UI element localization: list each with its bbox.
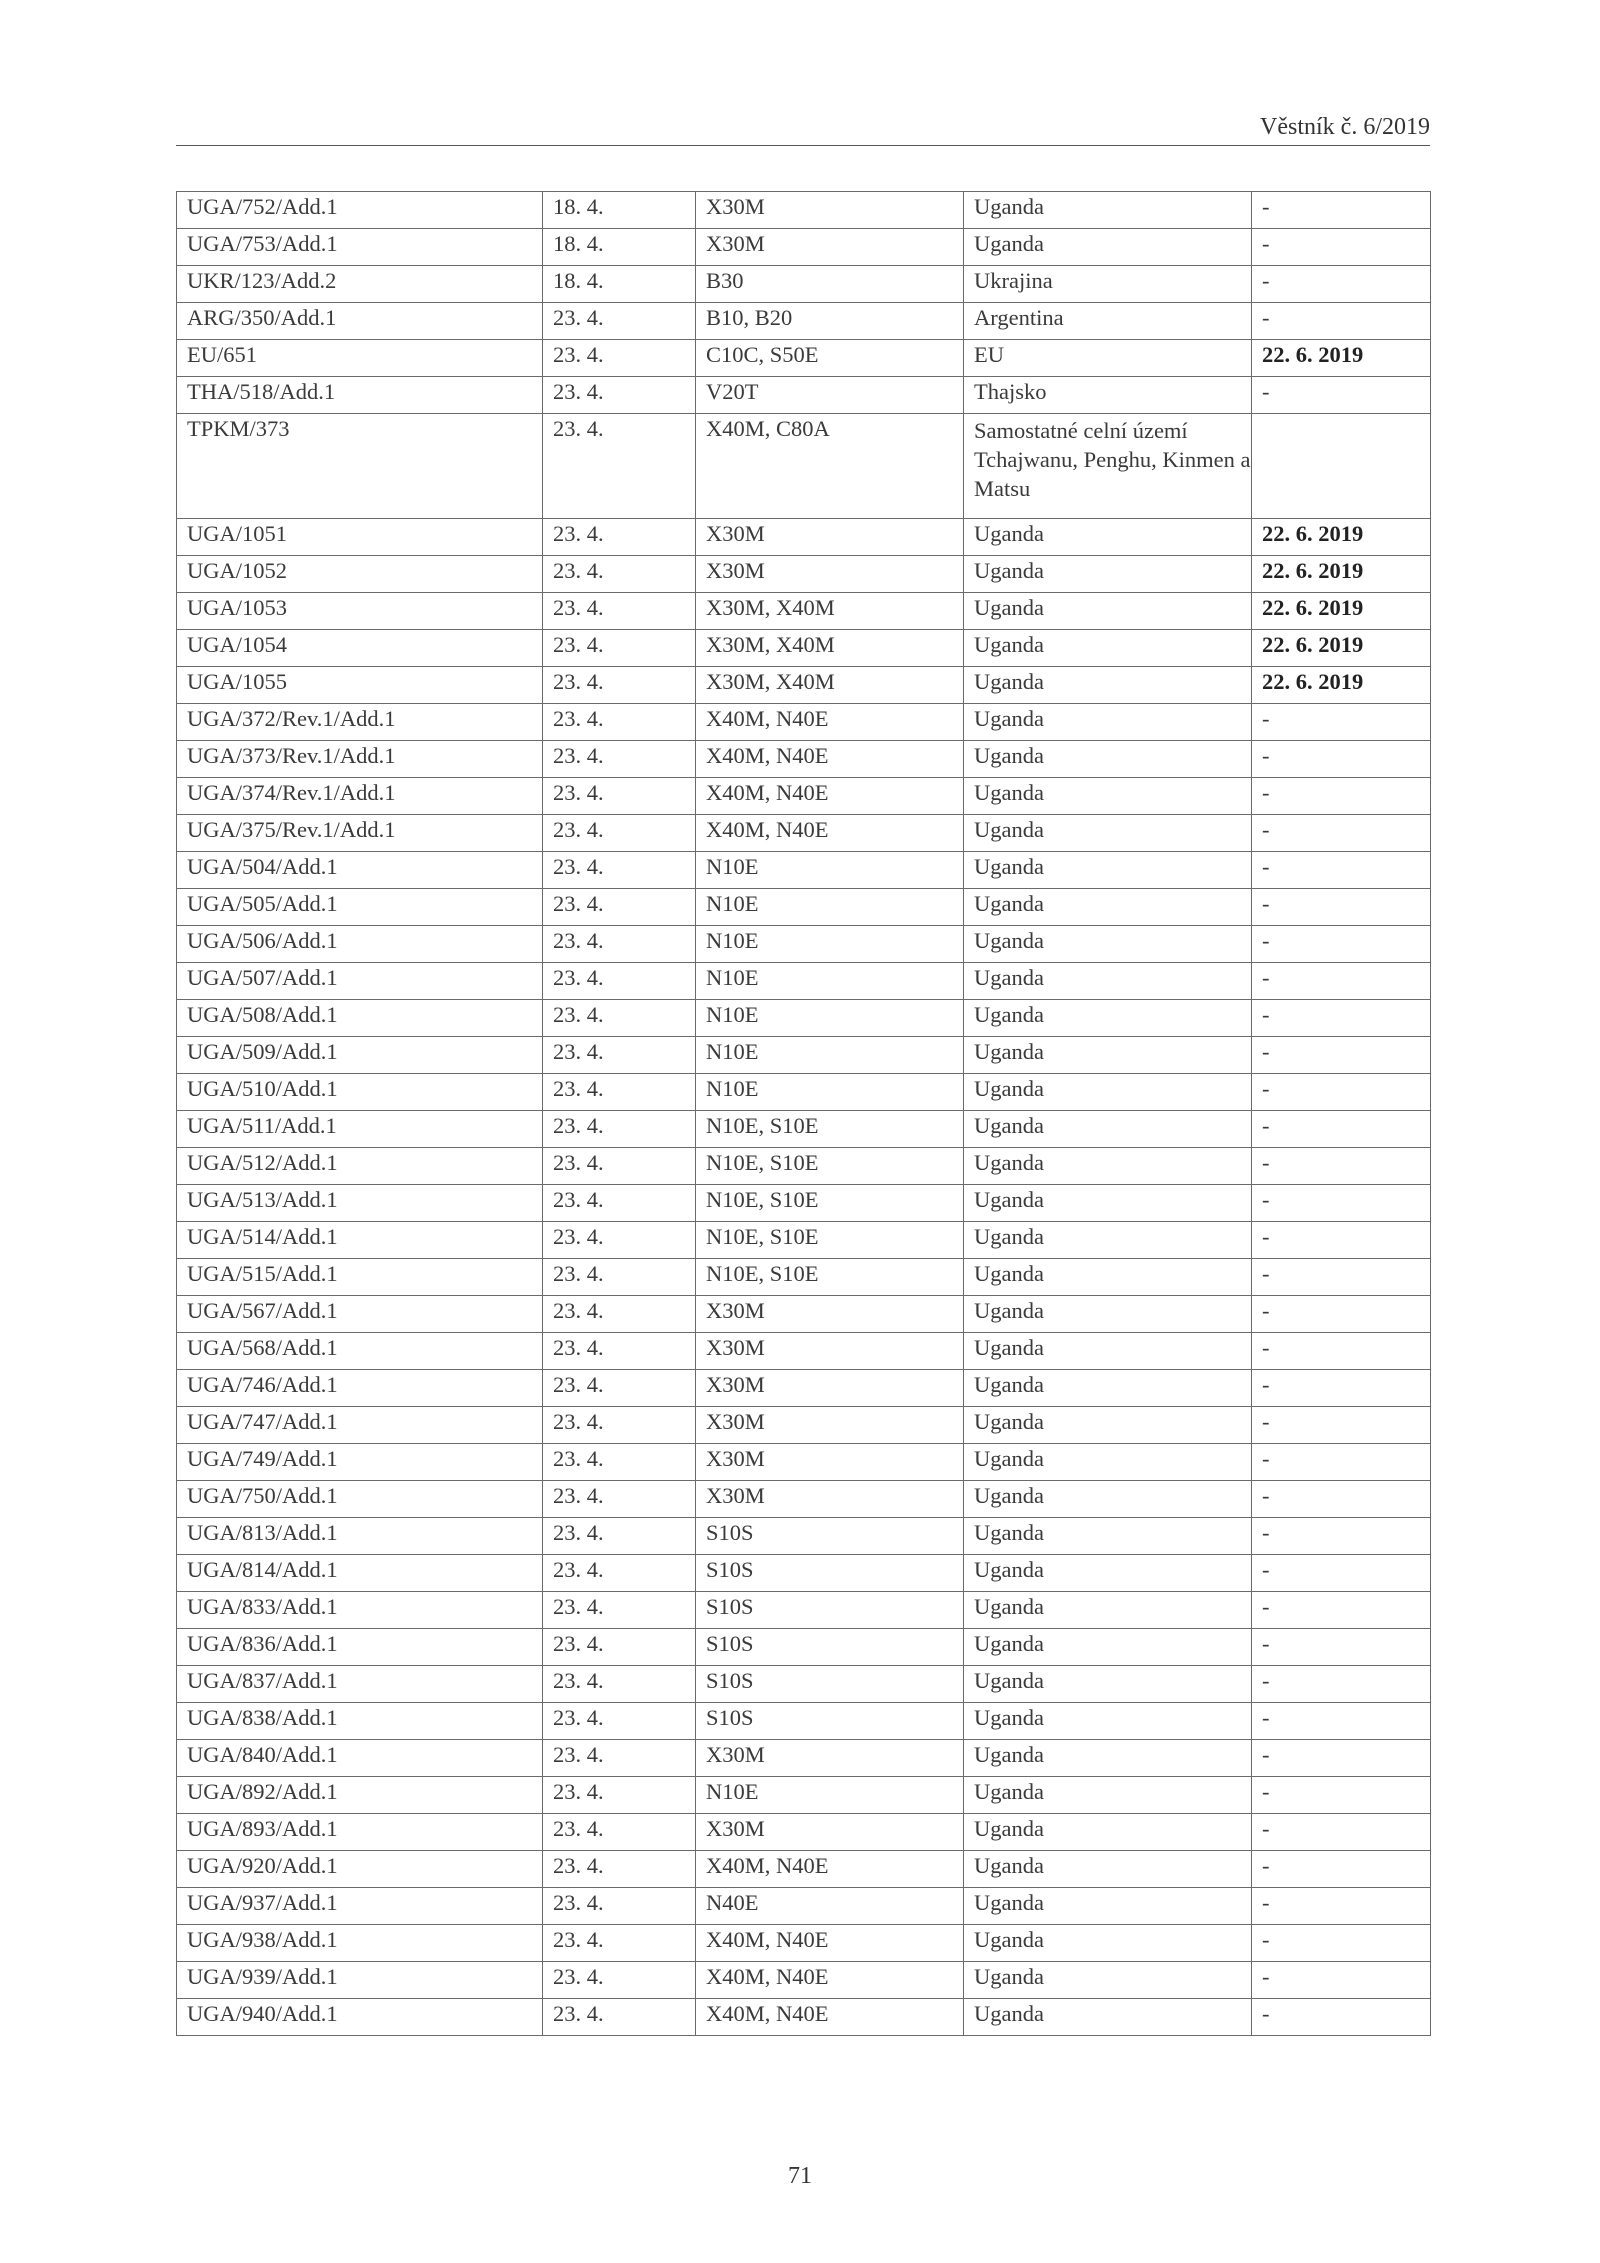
cell-deadline: - — [1252, 704, 1431, 741]
page-number: 71 — [788, 2163, 812, 2189]
cell-member: Uganda — [964, 630, 1252, 667]
cell-symbol: UGA/750/Add.1 — [177, 1481, 543, 1518]
cell-member: Uganda — [964, 852, 1252, 889]
cell-deadline: - — [1252, 1370, 1431, 1407]
cell-symbol: THA/518/Add.1 — [177, 377, 543, 414]
table-row — [177, 1259, 1431, 1296]
cell-deadline: - — [1252, 1518, 1431, 1555]
cell-symbol: UGA/813/Add.1 — [177, 1518, 543, 1555]
table-row — [177, 192, 1431, 229]
cell-codes: X40M, N40E — [696, 778, 964, 815]
table-row — [177, 667, 1431, 704]
cell-symbol: UGA/510/Add.1 — [177, 1074, 543, 1111]
cell-codes: N10E — [696, 1074, 964, 1111]
cell-symbol: UGA/939/Add.1 — [177, 1962, 543, 1999]
cell-date: 23. 4. — [543, 1148, 696, 1185]
cell-member: Uganda — [964, 1814, 1252, 1851]
cell-member: Uganda — [964, 1777, 1252, 1814]
cell-date: 23. 4. — [543, 1962, 696, 1999]
cell-codes: X30M — [696, 1740, 964, 1777]
table-row — [177, 229, 1431, 266]
cell-member: Uganda — [964, 963, 1252, 1000]
cell-member: Uganda — [964, 1518, 1252, 1555]
cell-member: Uganda — [964, 778, 1252, 815]
cell-date: 23. 4. — [543, 1555, 696, 1592]
table-row — [177, 1370, 1431, 1407]
cell-deadline: - — [1252, 1999, 1431, 2036]
table-row — [177, 1555, 1431, 1592]
table-row — [177, 1000, 1431, 1037]
cell-codes: X40M, N40E — [696, 1925, 964, 1962]
cell-symbol: UGA/937/Add.1 — [177, 1888, 543, 1925]
cell-deadline: - — [1252, 192, 1431, 229]
cell-codes: X30M — [696, 192, 964, 229]
cell-member: Samostatné celní území Tchajwanu, Penghu, Kinmen a Matsu — [964, 414, 1252, 519]
cell-member: Uganda — [964, 1259, 1252, 1296]
cell-symbol: UGA/509/Add.1 — [177, 1037, 543, 1074]
cell-date: 23. 4. — [543, 963, 696, 1000]
cell-date: 23. 4. — [543, 1925, 696, 1962]
cell-member: Uganda — [964, 1333, 1252, 1370]
table-row — [177, 1481, 1431, 1518]
cell-symbol: UGA/1052 — [177, 556, 543, 593]
table-row — [177, 741, 1431, 778]
cell-deadline: - — [1252, 741, 1431, 778]
cell-symbol: UGA/505/Add.1 — [177, 889, 543, 926]
cell-date: 23. 4. — [543, 340, 696, 377]
table-row — [177, 1888, 1431, 1925]
cell-deadline: - — [1252, 1407, 1431, 1444]
cell-date: 23. 4. — [543, 1740, 696, 1777]
cell-date: 18. 4. — [543, 229, 696, 266]
cell-codes: N10E — [696, 1777, 964, 1814]
cell-date: 23. 4. — [543, 1185, 696, 1222]
cell-codes: X30M — [696, 1333, 964, 1370]
cell-codes: N10E, S10E — [696, 1222, 964, 1259]
cell-symbol: UGA/920/Add.1 — [177, 1851, 543, 1888]
cell-codes: V20T — [696, 377, 964, 414]
cell-member: Uganda — [964, 1592, 1252, 1629]
cell-date: 23. 4. — [543, 1037, 696, 1074]
cell-symbol: UGA/840/Add.1 — [177, 1740, 543, 1777]
cell-member: Uganda — [964, 1629, 1252, 1666]
cell-symbol: UGA/833/Add.1 — [177, 1592, 543, 1629]
cell-deadline: 22. 6. 2019 — [1252, 593, 1431, 630]
cell-date: 23. 4. — [543, 889, 696, 926]
notifications-table — [176, 191, 1431, 2036]
cell-codes: N10E — [696, 963, 964, 1000]
cell-codes: X30M — [696, 1407, 964, 1444]
cell-codes: X30M — [696, 229, 964, 266]
cell-member: Uganda — [964, 1925, 1252, 1962]
table-row — [177, 1185, 1431, 1222]
cell-symbol: UGA/508/Add.1 — [177, 1000, 543, 1037]
cell-date: 23. 4. — [543, 519, 696, 556]
cell-deadline: - — [1252, 1592, 1431, 1629]
cell-member: Uganda — [964, 519, 1252, 556]
cell-symbol: UGA/838/Add.1 — [177, 1703, 543, 1740]
cell-deadline: - — [1252, 1666, 1431, 1703]
cell-symbol: UGA/752/Add.1 — [177, 192, 543, 229]
table-row — [177, 1703, 1431, 1740]
cell-date: 23. 4. — [543, 1666, 696, 1703]
cell-deadline: - — [1252, 1000, 1431, 1037]
cell-symbol: UGA/892/Add.1 — [177, 1777, 543, 1814]
cell-symbol: UGA/1053 — [177, 593, 543, 630]
cell-date: 23. 4. — [543, 303, 696, 340]
cell-deadline: - — [1252, 1148, 1431, 1185]
cell-deadline: - — [1252, 1296, 1431, 1333]
cell-symbol: UGA/504/Add.1 — [177, 852, 543, 889]
cell-deadline: - — [1252, 1851, 1431, 1888]
cell-deadline: - — [1252, 889, 1431, 926]
cell-date: 23. 4. — [543, 1481, 696, 1518]
cell-codes: X40M, N40E — [696, 704, 964, 741]
cell-codes: N10E, S10E — [696, 1185, 964, 1222]
table-row — [177, 815, 1431, 852]
cell-deadline: - — [1252, 266, 1431, 303]
cell-member: Uganda — [964, 229, 1252, 266]
table-row — [177, 303, 1431, 340]
cell-codes: X40M, N40E — [696, 1999, 964, 2036]
table-row — [177, 1666, 1431, 1703]
cell-date: 23. 4. — [543, 1999, 696, 2036]
cell-symbol: UKR/123/Add.2 — [177, 266, 543, 303]
cell-codes: N40E — [696, 1888, 964, 1925]
cell-deadline: - — [1252, 815, 1431, 852]
cell-codes: X30M — [696, 519, 964, 556]
cell-symbol: EU/651 — [177, 340, 543, 377]
cell-member: Uganda — [964, 1481, 1252, 1518]
cell-deadline: - — [1252, 852, 1431, 889]
cell-date: 23. 4. — [543, 704, 696, 741]
cell-deadline: - — [1252, 1185, 1431, 1222]
cell-codes: N10E — [696, 926, 964, 963]
cell-symbol: UGA/1055 — [177, 667, 543, 704]
cell-deadline: 22. 6. 2019 — [1252, 519, 1431, 556]
table-row — [177, 340, 1431, 377]
cell-deadline: - — [1252, 1444, 1431, 1481]
cell-codes: X30M — [696, 1296, 964, 1333]
cell-codes: S10S — [696, 1629, 964, 1666]
table-row — [177, 1814, 1431, 1851]
cell-member: Uganda — [964, 192, 1252, 229]
cell-symbol: UGA/372/Rev.1/Add.1 — [177, 704, 543, 741]
table-row — [177, 1111, 1431, 1148]
cell-member: Argentina — [964, 303, 1252, 340]
cell-member: Uganda — [964, 1444, 1252, 1481]
cell-date: 23. 4. — [543, 1444, 696, 1481]
cell-member: Uganda — [964, 1370, 1252, 1407]
table-row — [177, 1851, 1431, 1888]
cell-codes: X30M, X40M — [696, 667, 964, 704]
cell-codes: S10S — [696, 1703, 964, 1740]
cell-codes: X40M, N40E — [696, 815, 964, 852]
cell-member: Uganda — [964, 593, 1252, 630]
cell-codes: N10E — [696, 889, 964, 926]
cell-date: 23. 4. — [543, 926, 696, 963]
cell-deadline: - — [1252, 926, 1431, 963]
cell-deadline: - — [1252, 1962, 1431, 1999]
cell-symbol: UGA/814/Add.1 — [177, 1555, 543, 1592]
header-rule — [176, 145, 1430, 146]
table-row — [177, 1592, 1431, 1629]
cell-symbol: UGA/1054 — [177, 630, 543, 667]
cell-deadline: - — [1252, 1222, 1431, 1259]
cell-deadline: - — [1252, 1740, 1431, 1777]
cell-codes: X30M, X40M — [696, 593, 964, 630]
cell-codes: X40M, N40E — [696, 1851, 964, 1888]
cell-codes: N10E — [696, 1000, 964, 1037]
table-row — [177, 519, 1431, 556]
cell-codes: N10E — [696, 1037, 964, 1074]
cell-member: Uganda — [964, 1555, 1252, 1592]
cell-codes: X40M, N40E — [696, 741, 964, 778]
cell-symbol: UGA/837/Add.1 — [177, 1666, 543, 1703]
cell-date: 23. 4. — [543, 1000, 696, 1037]
table-row — [177, 1407, 1431, 1444]
cell-date: 23. 4. — [543, 815, 696, 852]
cell-codes: S10S — [696, 1666, 964, 1703]
cell-codes: S10S — [696, 1555, 964, 1592]
cell-member: Uganda — [964, 815, 1252, 852]
cell-member: Uganda — [964, 1999, 1252, 2036]
cell-date: 23. 4. — [543, 1888, 696, 1925]
cell-member: Ukrajina — [964, 266, 1252, 303]
cell-deadline: - — [1252, 229, 1431, 266]
table-row — [177, 1148, 1431, 1185]
cell-symbol: UGA/374/Rev.1/Add.1 — [177, 778, 543, 815]
table-row — [177, 889, 1431, 926]
cell-codes: N10E, S10E — [696, 1111, 964, 1148]
cell-member: Uganda — [964, 1296, 1252, 1333]
cell-member: Uganda — [964, 926, 1252, 963]
cell-date: 23. 4. — [543, 377, 696, 414]
cell-member: Uganda — [964, 741, 1252, 778]
cell-date: 23. 4. — [543, 741, 696, 778]
cell-deadline: - — [1252, 1703, 1431, 1740]
cell-date: 23. 4. — [543, 593, 696, 630]
cell-deadline: - — [1252, 1814, 1431, 1851]
cell-deadline: - — [1252, 1555, 1431, 1592]
cell-date: 18. 4. — [543, 192, 696, 229]
cell-symbol: UGA/506/Add.1 — [177, 926, 543, 963]
running-head: Věstník č. 6/2019 — [1260, 114, 1430, 140]
cell-codes: X30M — [696, 1444, 964, 1481]
table-row — [177, 377, 1431, 414]
cell-symbol: UGA/568/Add.1 — [177, 1333, 543, 1370]
cell-date: 23. 4. — [543, 414, 696, 519]
cell-date: 23. 4. — [543, 1592, 696, 1629]
cell-deadline: 22. 6. 2019 — [1252, 630, 1431, 667]
cell-member: Uganda — [964, 1000, 1252, 1037]
table-row — [177, 1444, 1431, 1481]
cell-symbol: UGA/513/Add.1 — [177, 1185, 543, 1222]
cell-member: Uganda — [964, 1703, 1252, 1740]
cell-deadline: - — [1252, 377, 1431, 414]
cell-deadline: 22. 6. 2019 — [1252, 667, 1431, 704]
cell-symbol: UGA/938/Add.1 — [177, 1925, 543, 1962]
cell-member: EU — [964, 340, 1252, 377]
table-row — [177, 1296, 1431, 1333]
cell-deadline: - — [1252, 1481, 1431, 1518]
table-row — [177, 1037, 1431, 1074]
table-row — [177, 1518, 1431, 1555]
cell-date: 23. 4. — [543, 1703, 696, 1740]
cell-member: Uganda — [964, 1962, 1252, 1999]
cell-symbol: ARG/350/Add.1 — [177, 303, 543, 340]
cell-date: 23. 4. — [543, 1111, 696, 1148]
table-row — [177, 963, 1431, 1000]
cell-date: 23. 4. — [543, 556, 696, 593]
cell-deadline: - — [1252, 778, 1431, 815]
cell-codes: B30 — [696, 266, 964, 303]
cell-deadline — [1252, 414, 1431, 519]
cell-codes: X40M, C80A — [696, 414, 964, 519]
cell-member: Uganda — [964, 1666, 1252, 1703]
cell-date: 23. 4. — [543, 778, 696, 815]
cell-deadline: - — [1252, 1111, 1431, 1148]
cell-codes: B10, B20 — [696, 303, 964, 340]
cell-codes: X30M — [696, 1814, 964, 1851]
table-row — [177, 1333, 1431, 1370]
table-row — [177, 778, 1431, 815]
cell-date: 23. 4. — [543, 1518, 696, 1555]
cell-deadline: - — [1252, 1074, 1431, 1111]
cell-date: 23. 4. — [543, 1407, 696, 1444]
cell-symbol: UGA/515/Add.1 — [177, 1259, 543, 1296]
cell-codes: X30M — [696, 556, 964, 593]
table-row — [177, 414, 1431, 519]
cell-date: 23. 4. — [543, 1777, 696, 1814]
cell-date: 18. 4. — [543, 266, 696, 303]
cell-symbol: TPKM/373 — [177, 414, 543, 519]
table-row — [177, 926, 1431, 963]
cell-codes: X40M, N40E — [696, 1962, 964, 1999]
cell-member: Uganda — [964, 1148, 1252, 1185]
cell-member: Uganda — [964, 1037, 1252, 1074]
cell-member: Uganda — [964, 1222, 1252, 1259]
cell-codes: S10S — [696, 1518, 964, 1555]
cell-codes: N10E, S10E — [696, 1148, 964, 1185]
cell-codes: S10S — [696, 1592, 964, 1629]
cell-member: Uganda — [964, 667, 1252, 704]
cell-symbol: UGA/746/Add.1 — [177, 1370, 543, 1407]
cell-codes: N10E, S10E — [696, 1259, 964, 1296]
cell-date: 23. 4. — [543, 1222, 696, 1259]
cell-member: Uganda — [964, 1074, 1252, 1111]
cell-deadline: - — [1252, 1925, 1431, 1962]
table-row — [177, 556, 1431, 593]
cell-deadline: - — [1252, 1259, 1431, 1296]
cell-member: Uganda — [964, 1740, 1252, 1777]
cell-symbol: UGA/567/Add.1 — [177, 1296, 543, 1333]
cell-date: 23. 4. — [543, 1074, 696, 1111]
table-row — [177, 852, 1431, 889]
cell-member: Uganda — [964, 556, 1252, 593]
cell-symbol: UGA/375/Rev.1/Add.1 — [177, 815, 543, 852]
table-row — [177, 704, 1431, 741]
cell-symbol: UGA/512/Add.1 — [177, 1148, 543, 1185]
table-row — [177, 1999, 1431, 2036]
cell-deadline: - — [1252, 1777, 1431, 1814]
cell-codes: C10C, S50E — [696, 340, 964, 377]
cell-member: Uganda — [964, 1111, 1252, 1148]
table-row — [177, 1222, 1431, 1259]
table-row — [177, 1074, 1431, 1111]
cell-date: 23. 4. — [543, 1296, 696, 1333]
cell-member: Uganda — [964, 889, 1252, 926]
table-row — [177, 1777, 1431, 1814]
cell-deadline: - — [1252, 963, 1431, 1000]
cell-codes: X30M — [696, 1370, 964, 1407]
cell-deadline: - — [1252, 1629, 1431, 1666]
cell-symbol: UGA/749/Add.1 — [177, 1444, 543, 1481]
table-row — [177, 1962, 1431, 1999]
table-row — [177, 266, 1431, 303]
table-row — [177, 593, 1431, 630]
cell-deadline: - — [1252, 1888, 1431, 1925]
cell-date: 23. 4. — [543, 1814, 696, 1851]
cell-symbol: UGA/373/Rev.1/Add.1 — [177, 741, 543, 778]
table-row — [177, 1629, 1431, 1666]
cell-symbol: UGA/836/Add.1 — [177, 1629, 543, 1666]
cell-codes: X30M — [696, 1481, 964, 1518]
cell-member: Thajsko — [964, 377, 1252, 414]
cell-member: Uganda — [964, 1888, 1252, 1925]
cell-symbol: UGA/1051 — [177, 519, 543, 556]
cell-deadline: - — [1252, 303, 1431, 340]
cell-member: Uganda — [964, 1851, 1252, 1888]
cell-symbol: UGA/511/Add.1 — [177, 1111, 543, 1148]
cell-symbol: UGA/893/Add.1 — [177, 1814, 543, 1851]
cell-date: 23. 4. — [543, 667, 696, 704]
cell-date: 23. 4. — [543, 1370, 696, 1407]
table-body — [177, 192, 1431, 2036]
cell-member: Uganda — [964, 1185, 1252, 1222]
cell-member: Uganda — [964, 704, 1252, 741]
cell-symbol: UGA/753/Add.1 — [177, 229, 543, 266]
cell-symbol: UGA/507/Add.1 — [177, 963, 543, 1000]
cell-date: 23. 4. — [543, 1629, 696, 1666]
cell-codes: N10E — [696, 852, 964, 889]
cell-member: Uganda — [964, 1407, 1252, 1444]
table-row — [177, 1740, 1431, 1777]
cell-symbol: UGA/747/Add.1 — [177, 1407, 543, 1444]
cell-codes: X30M, X40M — [696, 630, 964, 667]
cell-symbol: UGA/514/Add.1 — [177, 1222, 543, 1259]
table-row — [177, 630, 1431, 667]
cell-deadline: - — [1252, 1333, 1431, 1370]
cell-deadline: 22. 6. 2019 — [1252, 340, 1431, 377]
cell-date: 23. 4. — [543, 1259, 696, 1296]
cell-date: 23. 4. — [543, 630, 696, 667]
cell-deadline: 22. 6. 2019 — [1252, 556, 1431, 593]
cell-date: 23. 4. — [543, 852, 696, 889]
cell-symbol: UGA/940/Add.1 — [177, 1999, 543, 2036]
cell-date: 23. 4. — [543, 1851, 696, 1888]
cell-date: 23. 4. — [543, 1333, 696, 1370]
table-row — [177, 1925, 1431, 1962]
cell-deadline: - — [1252, 1037, 1431, 1074]
